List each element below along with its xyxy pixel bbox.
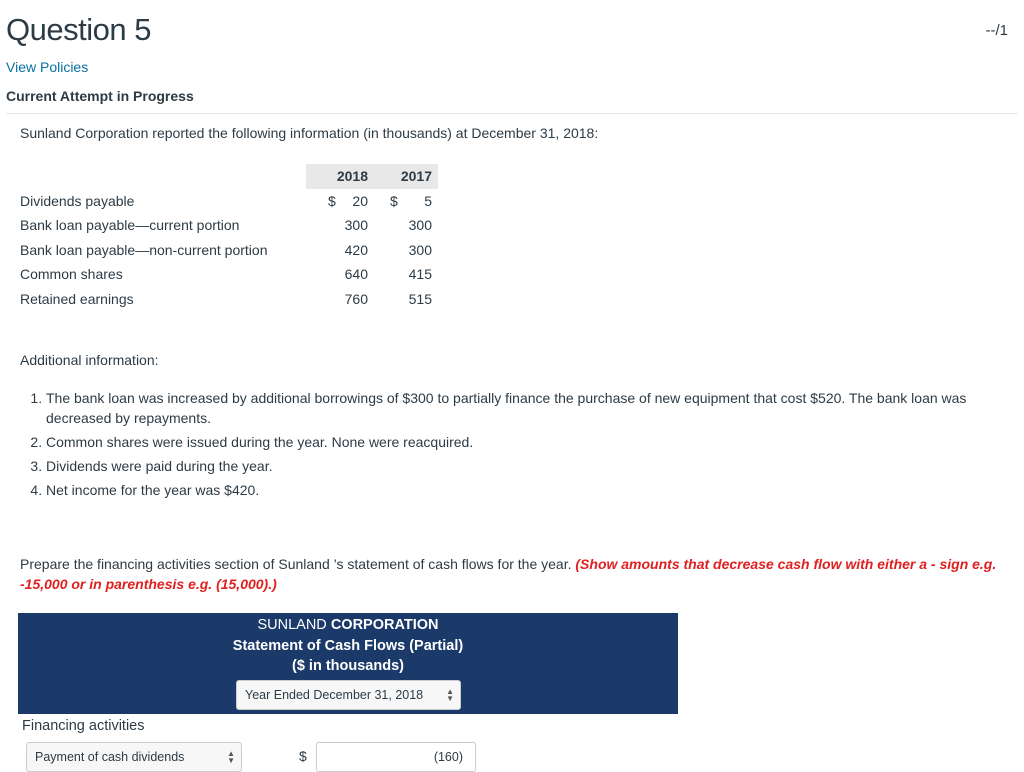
additional-info-list <box>20 388 995 504</box>
cell-value: 300 <box>408 241 432 258</box>
company-name-part2: CORPORATION <box>330 617 439 633</box>
currency-sign <box>306 217 328 233</box>
currency-sign <box>372 266 390 282</box>
note-item: 3. Dividends were paid during the year. <box>46 456 995 476</box>
cell-value: 300 <box>408 217 432 234</box>
table-row <box>20 238 438 263</box>
table-header-blank <box>20 164 306 189</box>
currency-sign <box>372 291 390 307</box>
line-item-select[interactable] <box>26 742 242 772</box>
cell-value: 5 <box>424 192 432 209</box>
cell-2017 <box>372 238 438 263</box>
cell-value: 760 <box>344 290 368 307</box>
table-header-2017: 2017 <box>372 164 438 189</box>
instructions-text: Prepare the financing activities section of Sunland ’s statement of cash flows for the year. <box>20 556 576 572</box>
cell-value: 300 <box>344 217 368 234</box>
currency-sign <box>306 291 328 307</box>
row-label: Retained earnings <box>20 290 134 307</box>
instructions <box>20 554 1010 594</box>
cell-value: 420 <box>344 241 368 258</box>
balance-table <box>20 164 438 311</box>
currency-sign <box>306 242 328 258</box>
cell-2017 <box>372 262 438 287</box>
cell-value: 640 <box>344 266 368 283</box>
note-item: 4. Net income for the year was $420. <box>46 480 995 500</box>
cell-value: 515 <box>408 290 432 307</box>
cell-2018 <box>306 287 372 312</box>
table-header-2018: 2018 <box>306 164 372 189</box>
currency-sign <box>372 242 390 258</box>
cell-2018 <box>306 238 372 263</box>
note-item: 2. Common shares were issued during the year. None were reacquired. <box>46 432 995 452</box>
cell-value: 415 <box>408 266 432 283</box>
row-label: Common shares <box>20 266 123 283</box>
instructions-hint: (Show amounts that decrease cash flow with either a - sign e.g. -15,000 or in parenthesis e.g. (15,000).) <box>20 556 997 592</box>
select-arrows-icon: ▲ ▼ <box>446 687 454 703</box>
company-name-part1: SUNLAND <box>257 617 331 633</box>
company-name <box>18 617 678 633</box>
currency-sign: $ <box>328 192 336 209</box>
select-arrows-icon: ▲ ▼ <box>227 749 235 765</box>
currency-sign <box>372 217 390 233</box>
currency-sign: $ <box>390 192 398 209</box>
row-label: Bank loan payable—non-current portion <box>20 241 268 258</box>
period-select[interactable] <box>236 680 461 710</box>
table-row <box>20 262 438 287</box>
line-item-select-value: Payment of cash dividends <box>35 750 185 764</box>
amount-input[interactable]: (160) <box>316 742 476 772</box>
financing-activities-label: Financing activities <box>22 718 145 734</box>
row-label: Bank loan payable—current portion <box>20 217 240 234</box>
currency-sign <box>306 266 328 282</box>
problem-intro: Sunland Corporation reported the following information (in thousands) at December 31, 2018: <box>20 125 599 141</box>
additional-info-label: Additional information: <box>20 352 159 368</box>
cell-2017 <box>372 287 438 312</box>
statement-units: ($ in thousands) <box>292 658 404 674</box>
header-divider <box>6 113 1018 114</box>
table-row <box>20 213 438 238</box>
cell-2017 <box>372 213 438 238</box>
view-policies-link[interactable]: View Policies <box>6 59 89 75</box>
row-label: Dividends payable <box>20 192 135 209</box>
dollar-sign: $ <box>299 748 307 764</box>
attempt-status: Current Attempt in Progress <box>6 88 194 104</box>
question-title: Question 5 <box>6 12 151 47</box>
question-score: --/1 <box>985 22 1008 39</box>
note-item: 1. The bank loan was increased by additional borrowings of $300 to partially finance the purchase of new equipment that cost $520. The bank loan was decreased by repayments. <box>46 388 995 428</box>
cell-2017 <box>372 189 438 214</box>
table-row <box>20 287 438 312</box>
table-row <box>20 189 438 214</box>
cell-value: 20 <box>352 192 368 209</box>
statement-title: Statement of Cash Flows (Partial) <box>232 638 464 654</box>
cell-2018 <box>306 189 372 214</box>
cell-2018 <box>306 213 372 238</box>
period-select-value: Year Ended December 31, 2018 <box>245 688 424 702</box>
cell-2018 <box>306 262 372 287</box>
